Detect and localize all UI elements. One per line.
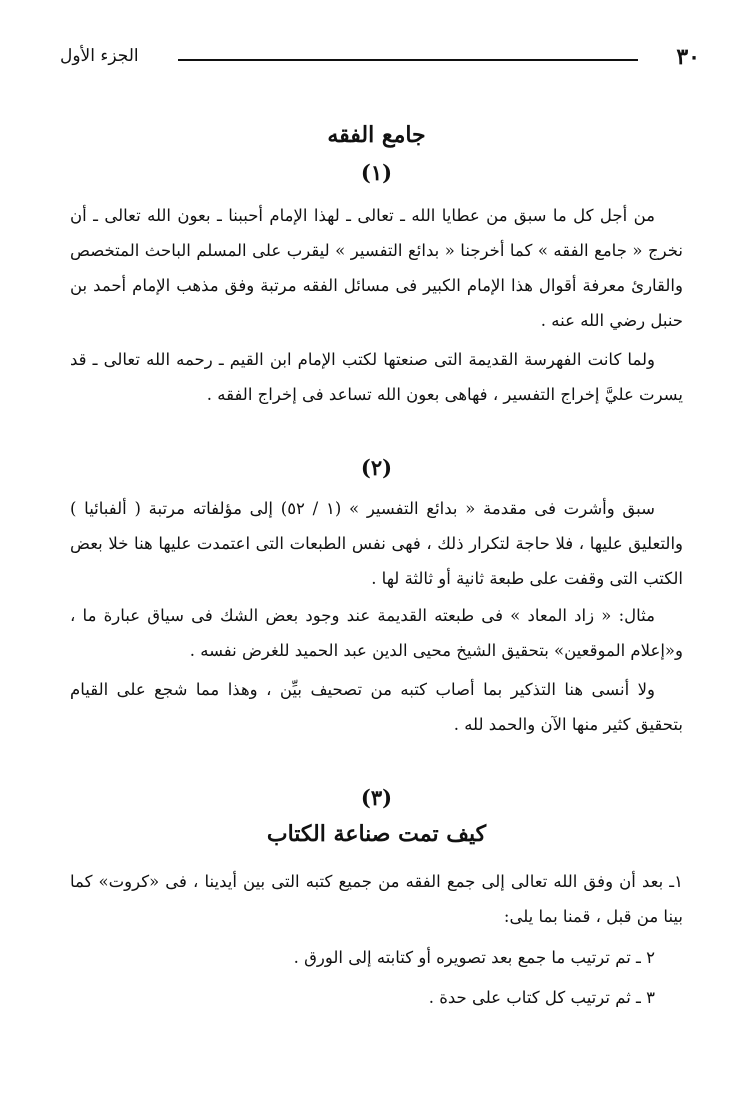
running-header — [60, 38, 700, 78]
list-item-3: ٣ ـ ثم ترتيب كل كتاب على حدة . — [428, 988, 655, 1007]
page-number: ٣٠ — [676, 44, 700, 70]
section-number-1: (١) — [360, 160, 393, 185]
running-title: الجزء الأول — [60, 46, 139, 66]
list-item-1: ١ـ بعد أن وفق الله تعالى إلى جمع الفقه من جميع كتبه التى بين أيدينا ، فى «كروت» كما بينا من قبل ، قمنا بما يلى: — [70, 872, 683, 926]
paragraph-5: ولا أنسى هنا التذكير بما أصاب كتبه من تصحيف بيِّن ، وهذا مما شجع على القيام بتحقيق كثير منها الآن والحمد لله . — [70, 680, 683, 734]
section-number-3: (٣) — [360, 785, 393, 810]
section-number-2: (٢) — [360, 455, 393, 480]
paragraph-2: ولما كانت الفهرسة القديمة التى صنعتها لكتب الإمام ابن القيم ـ رحمه الله تعالى ـ قد يسرت عليَّ إخراج التفسير ، فهاهى بعون الله تساعد فى إخراج الفقه . — [70, 350, 683, 404]
section-title-how-book-made: كيف تمت صناعة الكتاب — [266, 821, 487, 847]
section-title-jami-al-fiqh: جامع الفقه — [327, 122, 426, 148]
paragraph-3: سبق وأشرت فى مقدمة « بدائع التفسير » (١ / ٥٢) إلى مؤلفاته مرتبة ( ألفبائيا ) والتعليق عليها ، فلا حاجة لتكرار ذلك ، فهى نفس الطبعات التى اعتمدت عليها هنا خلا بعض الكتب التى وقفت على طبعة ثانية أو ثالثة لها . — [70, 499, 683, 588]
header-rule — [178, 59, 638, 61]
paragraph-4: مثال: « زاد المعاد » فى طبعته القديمة عند وجود بعض الشك فى سياق عبارة ما ، و«إعلام الموقعين» بتحقيق الشيخ محيى الدين عبد الحميد للغرض نفسه . — [70, 606, 683, 660]
list-item-2: ٢ ـ تم ترتيب ما جمع بعد تصويره أو كتابته إلى الورق . — [293, 948, 655, 967]
paragraph-1: من أجل كل ما سبق من عطايا الله ـ تعالى ـ لهذا الإمام أحببنا ـ بعون الله تعالى ـ أن نخرج « جامع الفقه » كما أخرجنا « بدائع التفسير » ليقرب على المسلم الباحث المتخصص والقارئ معرفة أقوال هذا الإمام الكبير فى مسائل الفقه مرتبة وفق مذهب الإمام أحمد بن حنبل رضي الله عنه . — [70, 206, 683, 330]
